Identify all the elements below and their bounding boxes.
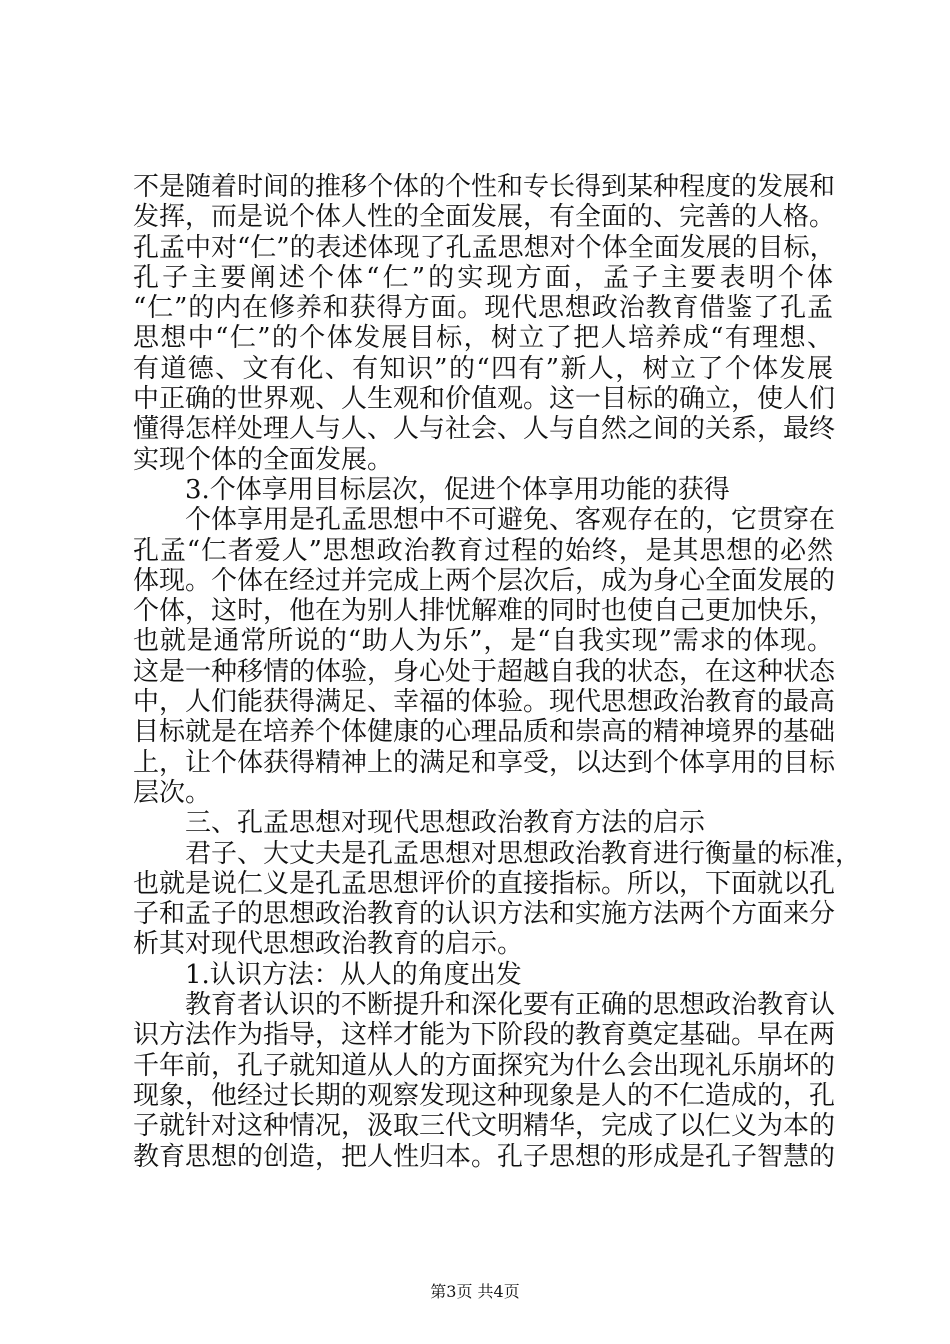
text-line: 这是一种移情的体验，身心处于超越自我的状态，在这种状态 (133, 656, 836, 687)
text-line: 思想中“仁”的个体发展目标，树立了把人培养成“有理想、 (133, 323, 833, 354)
text-line: 千年前，孔子就知道从人的方面探究为什么会出现礼乐崩坏的 (133, 1050, 836, 1081)
text-line: 中正确的世界观、人生观和价值观。这一目标的确立，使人们 (133, 384, 836, 415)
text-line: 有道德、文有化、有知识”的“四有”新人，树立了个体发展 (133, 353, 833, 384)
text-line: 君子、大丈夫是孔孟思想对思想政治教育进行衡量的标准， (185, 838, 862, 869)
text-line: 子和孟子的思想政治教育的认识方法和实施方法两个方面来分 (133, 899, 836, 930)
text-line: 目标就是在培养个体健康的心理品质和崇高的精神境界的基础 (133, 717, 836, 748)
text-line: 现象，他经过长期的观察发现这种现象是人的不仁造成的，孔 (133, 1080, 836, 1111)
text-line: 孔孟“仁者爱人”思想政治教育过程的始终，是其思想的必然 (133, 535, 833, 566)
text-line: 识方法作为指导，这样才能为下阶段的教育奠定基础。早在两 (133, 1020, 836, 1051)
section-heading: 三、孔孟思想对现代思想政治教育方法的启示 (185, 808, 706, 839)
text-line: 教育思想的创造，把人性归本。孔子思想的形成是孔子智慧的 (133, 1141, 836, 1172)
text-line: 孔孟中对“仁”的表述体现了孔孟思想对个体全面发展的目标， (133, 232, 836, 263)
page-number-footer: 第3页 共4页 (430, 1282, 520, 1301)
text-line: 孔子主要阐述个体“仁”的实现方面，孟子主要表明个体 (133, 262, 833, 293)
text-line: 上，让个体获得精神上的满足和享受，以达到个体享用的目标 (133, 747, 836, 778)
text-line: 个体享用是孔孟思想中不可避免、客观存在的，它贯穿在 (185, 505, 836, 536)
section-heading: 1.认识方法：从人的角度出发 (185, 959, 522, 990)
document-body (133, 172, 862, 1172)
text-line: “仁”的内在修养和获得方面。现代思想政治教育借鉴了孔孟 (133, 293, 833, 324)
text-line: 也就是通常所说的“助人为乐”，是“自我实现”需求的体现。 (133, 626, 833, 657)
text-line: 教育者认识的不断提升和深化要有正确的思想政治教育认 (185, 990, 836, 1021)
text-line: 子就针对这种情况，汲取三代文明精华，完成了以仁义为本的 (133, 1111, 836, 1142)
text-line: 发挥，而是说个体人性的全面发展，有全面的、完善的人格。 (133, 202, 836, 233)
section-heading: 3.个体享用目标层次，促进个体享用功能的获得 (185, 474, 730, 505)
text-line: 中，人们能获得满足、幸福的体验。现代思想政治教育的最高 (133, 687, 836, 718)
text-line: 懂得怎样处理人与人、人与社会、人与自然之间的关系，最终 (133, 414, 836, 445)
text-line: 个体，这时，他在为别人排忧解难的同时也使自己更加快乐， (133, 596, 836, 627)
text-line: 析其对现代思想政治教育的启示。 (133, 929, 524, 960)
text-line: 实现个体的全面发展。 (133, 444, 394, 475)
text-line: 体现。个体在经过并完成上两个层次后，成为身心全面发展的 (133, 565, 836, 596)
text-line: 不是随着时间的推移个体的个性和专长得到某种程度的发展和 (133, 172, 836, 202)
text-line: 层次。 (133, 777, 212, 808)
text-line: 也就是说仁义是孔孟思想评价的直接指标。所以，下面就以孔 (133, 868, 836, 899)
